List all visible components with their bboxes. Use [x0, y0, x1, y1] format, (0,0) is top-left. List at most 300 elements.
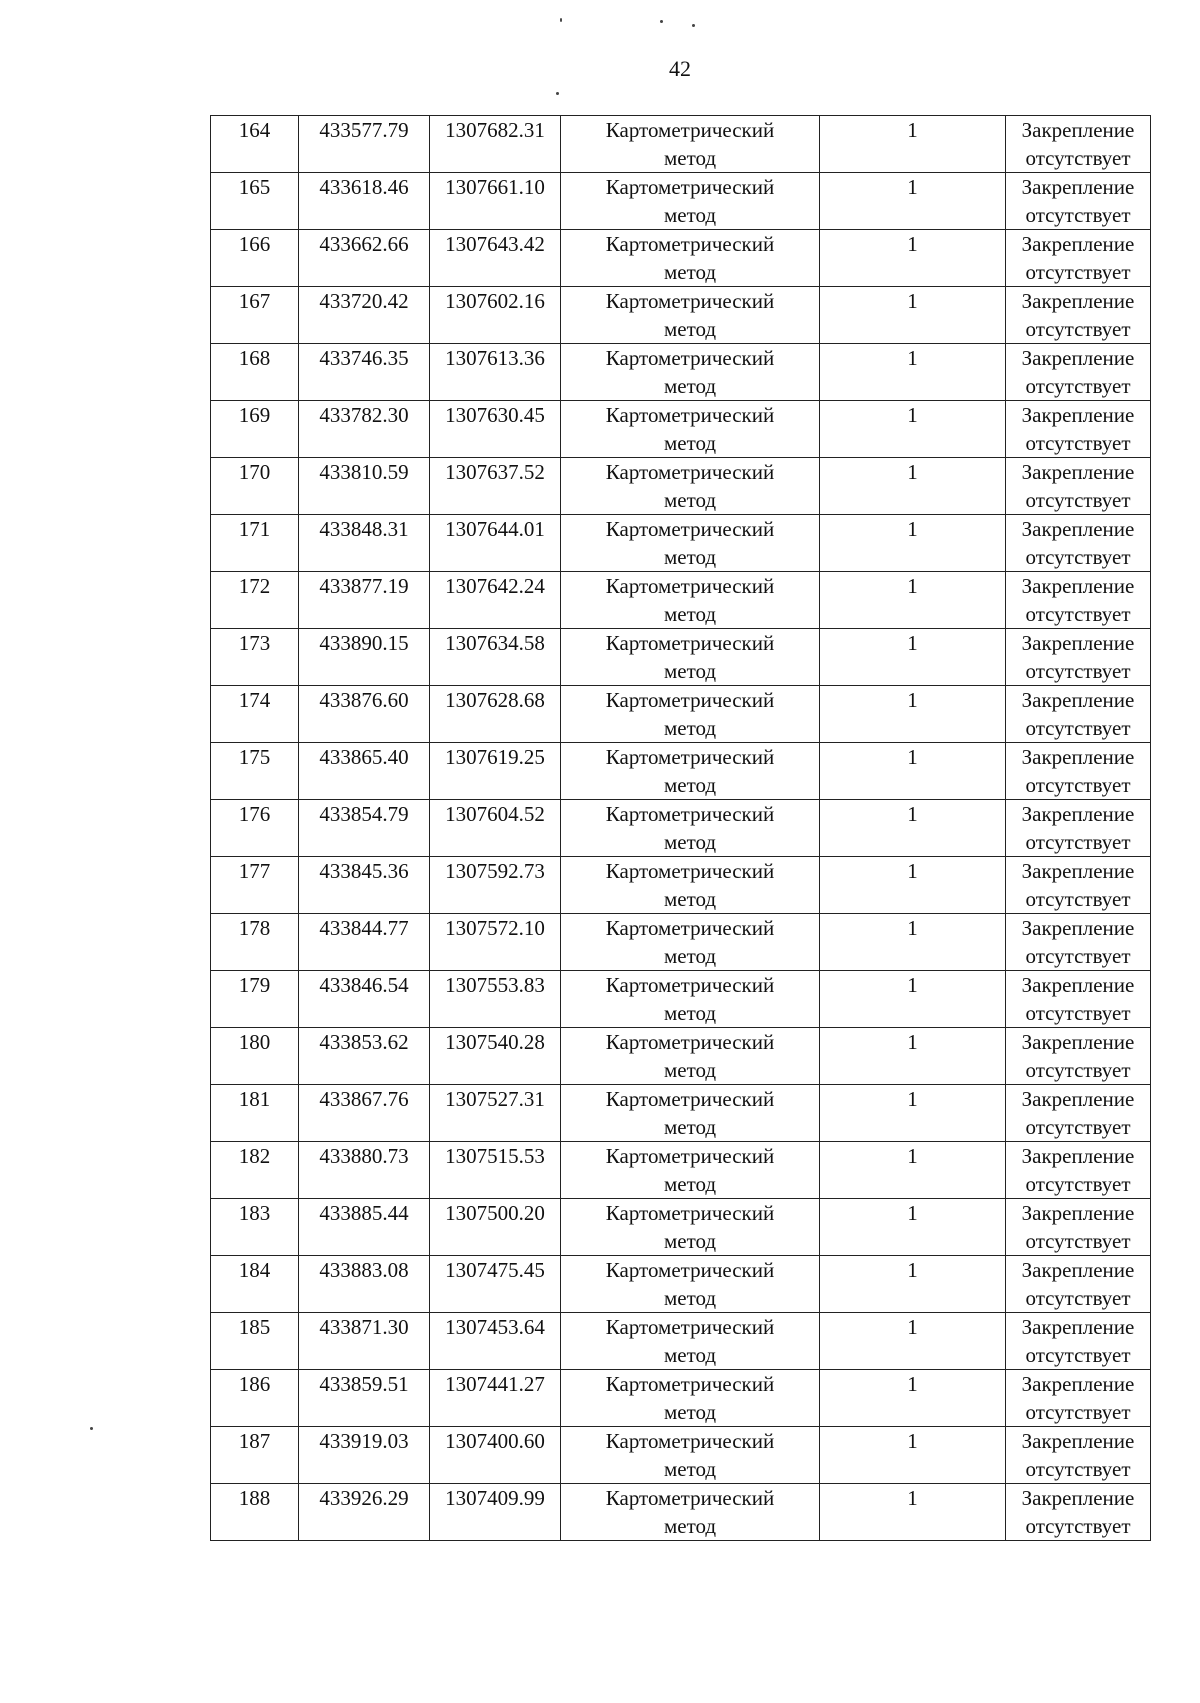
fixation-text: отсутствует: [1025, 944, 1131, 968]
table-row: [211, 629, 1151, 686]
fixation-text: отсутствует: [1025, 488, 1131, 512]
x-coordinate-cell: [299, 116, 430, 173]
fixation-text: отсутствует: [1025, 146, 1131, 170]
y-coordinate-cell: [430, 287, 561, 344]
fixation-text: отсутствует: [1025, 1514, 1131, 1538]
fixation-text: отсутствует: [1025, 1058, 1131, 1082]
x-coordinate-text: 433880.73: [319, 1144, 409, 1168]
accuracy-text: 1: [907, 1201, 918, 1225]
point-number-text: 169: [238, 403, 271, 427]
coordinates-table-body: [211, 116, 1151, 1541]
fixation-text: Закрепление: [1021, 1201, 1135, 1225]
y-coordinate-text: 1307630.45: [445, 403, 545, 427]
fixation-text: Закрепление: [1021, 745, 1135, 769]
fixation-text: отсутствует: [1025, 602, 1131, 626]
accuracy-text: 1: [907, 403, 918, 427]
accuracy-cell: [820, 401, 1006, 458]
point-number-text: 181: [238, 1087, 271, 1111]
fixation-cell: [1006, 629, 1151, 686]
point-number-text: 172: [238, 574, 271, 598]
coordinates-table: [210, 115, 1151, 1541]
method-cell: [561, 515, 820, 572]
table-row: [211, 1199, 1151, 1256]
accuracy-cell: [820, 173, 1006, 230]
accuracy-cell: [820, 800, 1006, 857]
fixation-cell: [1006, 800, 1151, 857]
method-cell: [561, 1085, 820, 1142]
accuracy-cell: [820, 1199, 1006, 1256]
method-text: метод: [663, 317, 717, 341]
point-number-text: 182: [238, 1144, 271, 1168]
method-text: Картометрический: [605, 631, 775, 655]
fixation-text: отсутствует: [1025, 1172, 1131, 1196]
table-row: [211, 1313, 1151, 1370]
fixation-text: Закрепление: [1021, 1315, 1135, 1339]
method-text: метод: [663, 1058, 717, 1082]
x-coordinate-text: 433859.51: [319, 1372, 409, 1396]
method-text: Картометрический: [605, 232, 775, 256]
fixation-text: отсутствует: [1025, 1286, 1131, 1310]
point-number-cell: [211, 230, 299, 287]
point-number-text: 186: [238, 1372, 271, 1396]
y-coordinate-cell: [430, 1142, 561, 1199]
point-number-text: 187: [238, 1429, 271, 1453]
fixation-cell: [1006, 1199, 1151, 1256]
method-text: метод: [663, 1343, 717, 1367]
table-row: [211, 1256, 1151, 1313]
accuracy-text: 1: [907, 1372, 918, 1396]
fixation-text: Закрепление: [1021, 1372, 1135, 1396]
method-cell: [561, 230, 820, 287]
fixation-cell: [1006, 1028, 1151, 1085]
accuracy-cell: [820, 572, 1006, 629]
fixation-text: Закрепление: [1021, 403, 1135, 427]
fixation-text: отсутствует: [1025, 1400, 1131, 1424]
method-text: Картометрический: [605, 745, 775, 769]
y-coordinate-text: 1307475.45: [445, 1258, 545, 1282]
y-coordinate-cell: [430, 857, 561, 914]
point-number-text: 179: [238, 973, 271, 997]
fixation-text: отсутствует: [1025, 1115, 1131, 1139]
accuracy-cell: [820, 1256, 1006, 1313]
x-coordinate-text: 433865.40: [319, 745, 409, 769]
method-text: метод: [663, 659, 717, 683]
fixation-cell: [1006, 971, 1151, 1028]
y-coordinate-text: 1307643.42: [445, 232, 545, 256]
method-text: метод: [663, 716, 717, 740]
point-number-text: 176: [238, 802, 271, 826]
method-text: Картометрический: [605, 1258, 775, 1282]
fixation-cell: [1006, 515, 1151, 572]
point-number-cell: [211, 173, 299, 230]
y-coordinate-text: 1307619.25: [445, 745, 545, 769]
accuracy-text: 1: [907, 973, 918, 997]
accuracy-cell: [820, 287, 1006, 344]
method-cell: [561, 857, 820, 914]
table-row: [211, 344, 1151, 401]
method-text: Картометрический: [605, 1486, 775, 1510]
fixation-text: отсутствует: [1025, 1001, 1131, 1025]
method-cell: [561, 1370, 820, 1427]
method-cell: [561, 686, 820, 743]
fixation-cell: [1006, 572, 1151, 629]
y-coordinate-text: 1307661.10: [445, 175, 545, 199]
fixation-text: отсутствует: [1025, 431, 1131, 455]
method-text: Картометрический: [605, 1087, 775, 1111]
point-number-text: 184: [238, 1258, 271, 1282]
x-coordinate-text: 433577.79: [319, 118, 409, 142]
y-coordinate-text: 1307642.24: [445, 574, 545, 598]
point-number-cell: [211, 116, 299, 173]
fixation-text: Закрепление: [1021, 1429, 1135, 1453]
method-cell: [561, 572, 820, 629]
y-coordinate-text: 1307540.28: [445, 1030, 545, 1054]
x-coordinate-text: 433720.42: [319, 289, 409, 313]
point-number-cell: [211, 287, 299, 344]
method-text: Картометрический: [605, 1372, 775, 1396]
y-coordinate-text: 1307400.60: [445, 1429, 545, 1453]
fixation-cell: [1006, 686, 1151, 743]
y-coordinate-text: 1307634.58: [445, 631, 545, 655]
x-coordinate-cell: [299, 914, 430, 971]
method-text: Картометрический: [605, 118, 775, 142]
fixation-text: отсутствует: [1025, 545, 1131, 569]
accuracy-text: 1: [907, 916, 918, 940]
method-cell: [561, 287, 820, 344]
point-number-cell: [211, 401, 299, 458]
table-row: [211, 971, 1151, 1028]
point-number-cell: [211, 1313, 299, 1370]
point-number-text: 165: [238, 175, 271, 199]
point-number-cell: [211, 1484, 299, 1541]
x-coordinate-text: 433845.36: [319, 859, 409, 883]
accuracy-cell: [820, 1028, 1006, 1085]
accuracy-text: 1: [907, 859, 918, 883]
method-cell: [561, 800, 820, 857]
method-text: Картометрический: [605, 1201, 775, 1225]
table-row: [211, 572, 1151, 629]
method-cell: [561, 116, 820, 173]
point-number-text: 167: [238, 289, 271, 313]
point-number-cell: [211, 1370, 299, 1427]
fixation-text: Закрепление: [1021, 1486, 1135, 1510]
accuracy-text: 1: [907, 517, 918, 541]
accuracy-cell: [820, 1085, 1006, 1142]
x-coordinate-text: 433848.31: [319, 517, 409, 541]
point-number-text: 178: [238, 916, 271, 940]
y-coordinate-cell: [430, 572, 561, 629]
point-number-text: 170: [238, 460, 271, 484]
x-coordinate-text: 433846.54: [319, 973, 409, 997]
method-cell: [561, 1256, 820, 1313]
accuracy-cell: [820, 1313, 1006, 1370]
x-coordinate-text: 433885.44: [319, 1201, 409, 1225]
fixation-text: Закрепление: [1021, 688, 1135, 712]
table-row: [211, 458, 1151, 515]
x-coordinate-cell: [299, 344, 430, 401]
x-coordinate-text: 433926.29: [319, 1486, 409, 1510]
scan-speck: [660, 20, 663, 23]
x-coordinate-cell: [299, 743, 430, 800]
accuracy-cell: [820, 1142, 1006, 1199]
fixation-cell: [1006, 743, 1151, 800]
fixation-cell: [1006, 857, 1151, 914]
method-text: Картометрический: [605, 1030, 775, 1054]
method-text: метод: [663, 1115, 717, 1139]
x-coordinate-cell: [299, 1085, 430, 1142]
point-number-cell: [211, 572, 299, 629]
fixation-text: Закрепление: [1021, 175, 1135, 199]
fixation-text: отсутствует: [1025, 1343, 1131, 1367]
accuracy-text: 1: [907, 232, 918, 256]
method-cell: [561, 173, 820, 230]
accuracy-text: 1: [907, 688, 918, 712]
y-coordinate-cell: [430, 515, 561, 572]
table-row: [211, 743, 1151, 800]
x-coordinate-cell: [299, 1484, 430, 1541]
y-coordinate-text: 1307682.31: [445, 118, 545, 142]
fixation-text: Закрепление: [1021, 1258, 1135, 1282]
table-row: [211, 1028, 1151, 1085]
point-number-cell: [211, 515, 299, 572]
accuracy-text: 1: [907, 1429, 918, 1453]
method-text: Картометрический: [605, 859, 775, 883]
fixation-text: отсутствует: [1025, 317, 1131, 341]
fixation-text: Закрепление: [1021, 973, 1135, 997]
table-row: [211, 800, 1151, 857]
table-row: [211, 1484, 1151, 1541]
page-number: 42: [669, 56, 691, 81]
accuracy-cell: [820, 1370, 1006, 1427]
fixation-cell: [1006, 1370, 1151, 1427]
method-cell: [561, 629, 820, 686]
x-coordinate-cell: [299, 1199, 430, 1256]
x-coordinate-cell: [299, 458, 430, 515]
y-coordinate-cell: [430, 230, 561, 287]
x-coordinate-text: 433883.08: [319, 1258, 409, 1282]
fixation-text: отсутствует: [1025, 659, 1131, 683]
x-coordinate-cell: [299, 1313, 430, 1370]
fixation-text: отсутствует: [1025, 1457, 1131, 1481]
table-row: [211, 116, 1151, 173]
x-coordinate-cell: [299, 173, 430, 230]
y-coordinate-text: 1307441.27: [445, 1372, 545, 1396]
scan-speck: [560, 18, 562, 22]
method-text: метод: [663, 488, 717, 512]
y-coordinate-text: 1307602.16: [445, 289, 545, 313]
method-cell: [561, 401, 820, 458]
x-coordinate-cell: [299, 857, 430, 914]
y-coordinate-cell: [430, 173, 561, 230]
y-coordinate-cell: [430, 458, 561, 515]
point-number-cell: [211, 344, 299, 401]
method-text: метод: [663, 1400, 717, 1424]
table-row: [211, 401, 1151, 458]
fixation-text: Закрепление: [1021, 460, 1135, 484]
x-coordinate-cell: [299, 629, 430, 686]
y-coordinate-cell: [430, 1028, 561, 1085]
x-coordinate-text: 433618.46: [319, 175, 409, 199]
point-number-cell: [211, 1142, 299, 1199]
y-coordinate-cell: [430, 401, 561, 458]
fixation-cell: [1006, 914, 1151, 971]
method-text: метод: [663, 887, 717, 911]
y-coordinate-cell: [430, 686, 561, 743]
fixation-text: отсутствует: [1025, 1229, 1131, 1253]
accuracy-cell: [820, 743, 1006, 800]
accuracy-text: 1: [907, 346, 918, 370]
method-text: метод: [663, 146, 717, 170]
fixation-text: отсутствует: [1025, 773, 1131, 797]
method-text: Картометрический: [605, 916, 775, 940]
accuracy-cell: [820, 1427, 1006, 1484]
method-text: метод: [663, 1229, 717, 1253]
fixation-text: отсутствует: [1025, 887, 1131, 911]
y-coordinate-text: 1307637.52: [445, 460, 545, 484]
scan-speck: [556, 92, 559, 95]
table-row: [211, 230, 1151, 287]
fixation-text: Закрепление: [1021, 1144, 1135, 1168]
method-text: Картометрический: [605, 574, 775, 598]
method-text: Картометрический: [605, 1144, 775, 1168]
method-text: метод: [663, 773, 717, 797]
y-coordinate-cell: [430, 914, 561, 971]
method-cell: [561, 971, 820, 1028]
point-number-text: 183: [238, 1201, 271, 1225]
fixation-cell: [1006, 287, 1151, 344]
method-text: метод: [663, 1457, 717, 1481]
point-number-text: 185: [238, 1315, 271, 1339]
y-coordinate-text: 1307453.64: [445, 1315, 545, 1339]
method-cell: [561, 1028, 820, 1085]
fixation-text: Закрепление: [1021, 859, 1135, 883]
method-cell: [561, 458, 820, 515]
method-text: Картометрический: [605, 346, 775, 370]
point-number-text: 175: [238, 745, 271, 769]
point-number-text: 164: [238, 118, 271, 142]
accuracy-cell: [820, 230, 1006, 287]
fixation-text: Закрепление: [1021, 1030, 1135, 1054]
fixation-text: Закрепление: [1021, 232, 1135, 256]
y-coordinate-cell: [430, 344, 561, 401]
scan-speck: [90, 1427, 93, 1430]
method-text: Картометрический: [605, 517, 775, 541]
accuracy-text: 1: [907, 1087, 918, 1111]
method-text: метод: [663, 944, 717, 968]
accuracy-text: 1: [907, 802, 918, 826]
y-coordinate-text: 1307515.53: [445, 1144, 545, 1168]
fixation-cell: [1006, 401, 1151, 458]
fixation-cell: [1006, 1484, 1151, 1541]
x-coordinate-text: 433876.60: [319, 688, 409, 712]
table-row: [211, 686, 1151, 743]
y-coordinate-text: 1307604.52: [445, 802, 545, 826]
x-coordinate-cell: [299, 1142, 430, 1199]
method-text: метод: [663, 431, 717, 455]
accuracy-text: 1: [907, 1144, 918, 1168]
x-coordinate-text: 433782.30: [319, 403, 409, 427]
table-row: [211, 1370, 1151, 1427]
method-text: Картометрический: [605, 1315, 775, 1339]
fixation-text: Закрепление: [1021, 574, 1135, 598]
method-text: Картометрический: [605, 403, 775, 427]
table-row: [211, 1085, 1151, 1142]
point-number-cell: [211, 1199, 299, 1256]
table-row: [211, 1142, 1151, 1199]
y-coordinate-cell: [430, 1085, 561, 1142]
accuracy-cell: [820, 857, 1006, 914]
method-cell: [561, 914, 820, 971]
point-number-cell: [211, 1256, 299, 1313]
accuracy-cell: [820, 458, 1006, 515]
x-coordinate-text: 433844.77: [319, 916, 409, 940]
x-coordinate-text: 433890.15: [319, 631, 409, 655]
x-coordinate-text: 433871.30: [319, 1315, 409, 1339]
y-coordinate-text: 1307500.20: [445, 1201, 545, 1225]
x-coordinate-cell: [299, 1427, 430, 1484]
y-coordinate-cell: [430, 1427, 561, 1484]
fixation-cell: [1006, 458, 1151, 515]
point-number-text: 173: [238, 631, 271, 655]
fixation-cell: [1006, 116, 1151, 173]
fixation-cell: [1006, 1313, 1151, 1370]
accuracy-text: 1: [907, 631, 918, 655]
method-text: метод: [663, 203, 717, 227]
point-number-text: 166: [238, 232, 271, 256]
y-coordinate-cell: [430, 629, 561, 686]
fixation-text: Закрепление: [1021, 346, 1135, 370]
point-number-cell: [211, 914, 299, 971]
y-coordinate-text: 1307553.83: [445, 973, 545, 997]
point-number-text: 177: [238, 859, 271, 883]
point-number-text: 174: [238, 688, 271, 712]
method-cell: [561, 1142, 820, 1199]
fixation-text: Закрепление: [1021, 631, 1135, 655]
x-coordinate-cell: [299, 287, 430, 344]
scan-speck: [692, 24, 695, 27]
x-coordinate-text: 433877.19: [319, 574, 409, 598]
method-cell: [561, 1484, 820, 1541]
fixation-cell: [1006, 1256, 1151, 1313]
method-text: метод: [663, 260, 717, 284]
method-text: метод: [663, 374, 717, 398]
fixation-cell: [1006, 1427, 1151, 1484]
x-coordinate-cell: [299, 515, 430, 572]
fixation-text: отсутствует: [1025, 830, 1131, 854]
fixation-cell: [1006, 230, 1151, 287]
y-coordinate-text: 1307592.73: [445, 859, 545, 883]
accuracy-text: 1: [907, 1486, 918, 1510]
method-cell: [561, 1199, 820, 1256]
method-cell: [561, 1427, 820, 1484]
method-text: метод: [663, 545, 717, 569]
accuracy-text: 1: [907, 289, 918, 313]
point-number-cell: [211, 1427, 299, 1484]
x-coordinate-cell: [299, 971, 430, 1028]
y-coordinate-cell: [430, 1199, 561, 1256]
table-row: [211, 515, 1151, 572]
table-row: [211, 173, 1151, 230]
point-number-text: 168: [238, 346, 271, 370]
method-text: метод: [663, 1001, 717, 1025]
method-text: Картометрический: [605, 973, 775, 997]
table-row: [211, 914, 1151, 971]
fixation-cell: [1006, 173, 1151, 230]
point-number-cell: [211, 743, 299, 800]
fixation-text: Закрепление: [1021, 1087, 1135, 1111]
x-coordinate-text: 433746.35: [319, 346, 409, 370]
accuracy-cell: [820, 344, 1006, 401]
